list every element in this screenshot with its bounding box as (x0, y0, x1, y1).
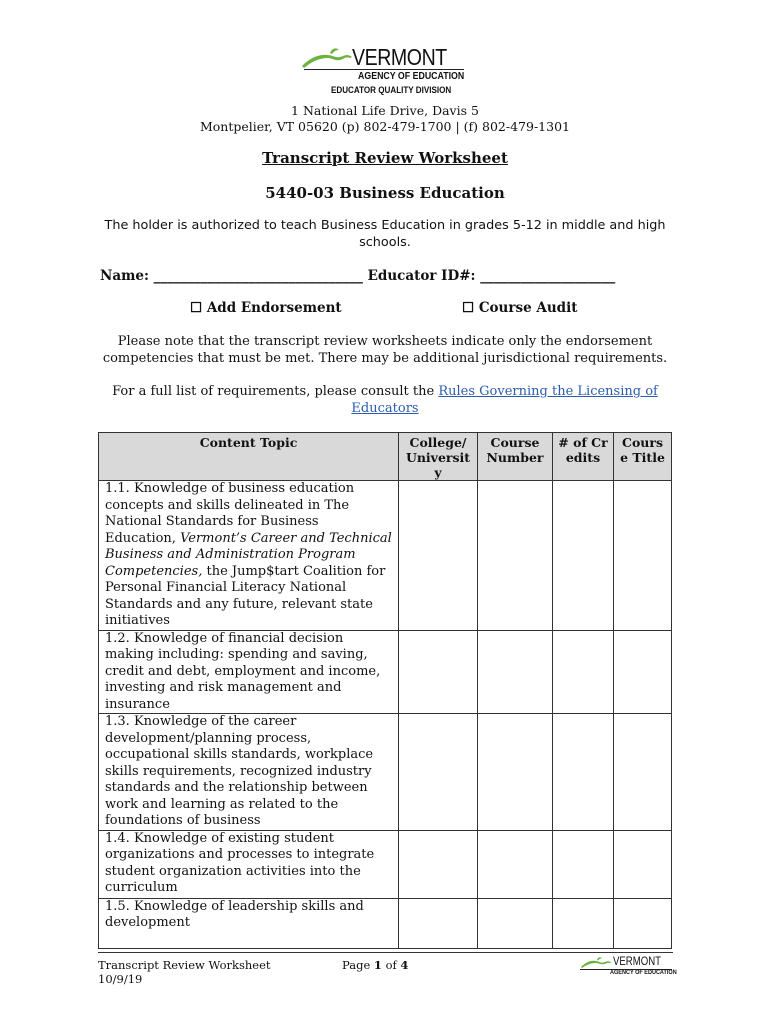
rules-link[interactable]: Rules Governing the Licensing of Educators (351, 384, 658, 416)
course-audit-label: Course Audit (478, 300, 578, 316)
col-header-content-topic: Content Topic (99, 433, 399, 481)
col-header-course-title: Course Title (614, 433, 672, 481)
page-title: Transcript Review Worksheet (262, 149, 508, 167)
table-row (99, 830, 672, 898)
credits-cell[interactable] (553, 481, 614, 631)
course-title-cell[interactable] (614, 830, 672, 898)
col-header-course-number: Course Number (478, 433, 553, 481)
table-row (99, 481, 672, 631)
topic-cell: 1.2. Knowledge of financial decision making including: spending and saving, credit and debt, employment and income, investing and risk management and insurance (99, 630, 399, 714)
add-endorsement-option[interactable] (190, 300, 342, 316)
course-number-cell[interactable] (478, 830, 553, 898)
table-row (99, 714, 672, 831)
course-number-cell[interactable] (478, 714, 553, 831)
page-subtitle: 5440-03 Business Education (265, 184, 505, 202)
footer-doc-info (98, 958, 271, 986)
table-header-row (99, 433, 672, 481)
name-field[interactable]: _______________________________ (153, 268, 363, 284)
footer-logo (580, 955, 675, 981)
consult-text (92, 384, 678, 417)
col-header-college: College/ University (399, 433, 478, 481)
course-number-cell[interactable] (478, 898, 553, 948)
credits-cell[interactable] (553, 830, 614, 898)
college-cell[interactable] (399, 830, 478, 898)
table-row (99, 630, 672, 714)
credits-cell[interactable] (553, 898, 614, 948)
col-header-credits: # of Credits (553, 433, 614, 481)
logo-name: VERMONT (352, 44, 447, 70)
logo-agency: AGENCY OF EDUCATION (358, 71, 465, 82)
topic-cell: 1.3. Knowledge of the career development/planning process, occupational skills standards, workplace skills requirements, recognized industry standards and the relationship between work and learning as related to the foundations of business (99, 714, 399, 831)
college-cell[interactable] (399, 630, 478, 714)
authorization-text: The holder is authorized to teach Business Education in grades 5-12 in middle and high schools. (104, 218, 666, 250)
college-cell[interactable] (399, 898, 478, 948)
checkbox-icon[interactable]: ☐ (462, 300, 475, 316)
checkbox-icon[interactable]: ☐ (190, 300, 203, 316)
course-title-cell[interactable] (614, 481, 672, 631)
course-number-cell[interactable] (478, 630, 553, 714)
footer-doc-name: Transcript Review Worksheet (98, 958, 271, 972)
name-line (100, 268, 615, 284)
educator-id-label: Educator ID#: (367, 268, 476, 284)
logo-division: EDUCATOR QUALITY DIVISION (331, 85, 452, 96)
note-text: Please note that the transcript review worksheets indicate only the endorsement competencies that must be met. There may be additional jurisdictional requirements. (102, 334, 668, 366)
educator-id-field[interactable]: ____________________ (480, 268, 616, 284)
course-title-cell[interactable] (614, 714, 672, 831)
topic-italic-text: Vermont’s Career and Technical Business and Administration Program Competencies, (105, 530, 392, 579)
table-row (99, 898, 672, 948)
mountain-logo-icon (300, 44, 360, 70)
footer-logo-name: VERMONT (613, 954, 661, 968)
address-line-1: 1 National Life Drive, Davis 5 (291, 103, 479, 118)
mountain-logo-icon (580, 955, 614, 969)
college-cell[interactable] (399, 481, 478, 631)
college-cell[interactable] (399, 714, 478, 831)
topic-text-cont: the Jump$tart Coalition for Personal Financial Literacy National Standards and any future, relevant state initiatives (105, 563, 386, 628)
topic-cell: 1.5. Knowledge of leadership skills and development (99, 898, 399, 948)
name-label: Name: (100, 268, 149, 284)
topic-cell (99, 481, 399, 631)
footer-logo-agency: AGENCY OF EDUCATION (610, 969, 677, 976)
worksheet-table (98, 432, 672, 949)
topic-text: 1.1. Knowledge of business education concepts and skills delineated in The National Standards for Business Education, (105, 481, 355, 546)
footer-date: 10/9/19 (98, 972, 143, 986)
credits-cell[interactable] (553, 714, 614, 831)
address-line-2: Montpelier, VT 05620 (p) 802-479-1700 | (f) 802-479-1301 (199, 119, 570, 134)
add-endorsement-label: Add Endorsement (206, 300, 342, 316)
page-indicator: Page 1 of 4 (342, 958, 409, 972)
course-title-cell[interactable] (614, 630, 672, 714)
consult-prefix: For a full list of requirements, please consult the (112, 384, 435, 399)
credits-cell[interactable] (553, 630, 614, 714)
course-audit-option[interactable] (462, 300, 577, 316)
course-number-cell[interactable] (478, 481, 553, 631)
topic-cell: 1.4. Knowledge of existing student organizations and processes to integrate student organization activities into the curriculum (99, 830, 399, 898)
vermont-aoe-logo (300, 44, 470, 100)
course-title-cell[interactable] (614, 898, 672, 948)
footer-rule (98, 952, 673, 953)
